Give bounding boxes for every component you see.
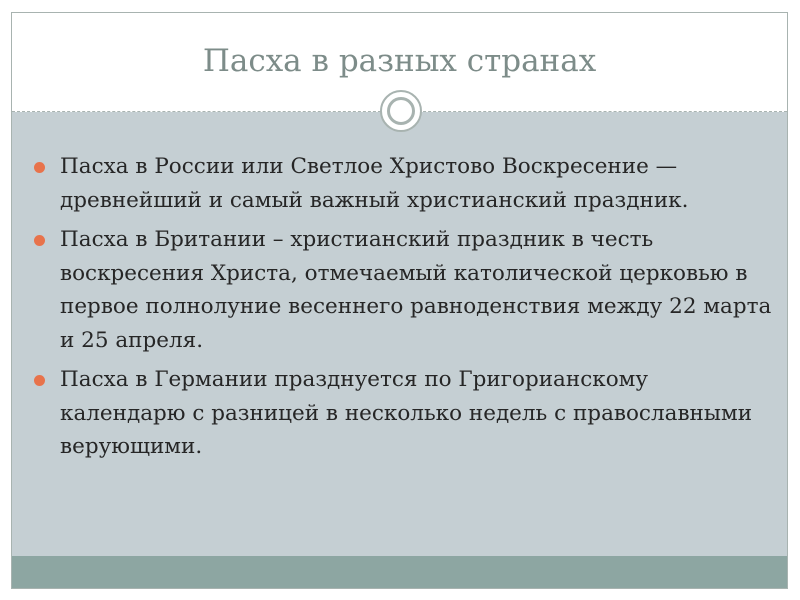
bullet-item-russia xyxy=(34,150,774,217)
slide-title: Пасха в разных странах xyxy=(202,43,597,79)
bullet-dot-icon xyxy=(34,162,45,173)
bullet-item-germany xyxy=(34,363,774,464)
footer-band xyxy=(12,556,787,589)
bullet-item-britain xyxy=(34,223,774,357)
slide xyxy=(11,12,788,589)
bullet-list xyxy=(34,150,774,470)
bullet-dot-icon xyxy=(34,235,45,246)
circle-ornament-icon xyxy=(380,90,422,132)
bullet-text: Пасха в России или Светлое Христово Воскресение — древнейший и самый важный христианский праздник. xyxy=(60,154,689,213)
bullet-dot-icon xyxy=(34,375,45,386)
bullet-text: Пасха в Британии – христианский праздник в честь воскресения Христа, отмечаемый католической церковью в первое полнолуние весеннего равноденствия между 22 марта и 25 апреля. xyxy=(60,227,772,353)
bullet-text: Пасха в Германии празднуется по Григорианскому календарю с разницей в несколько недель с православными верующими. xyxy=(60,367,753,459)
